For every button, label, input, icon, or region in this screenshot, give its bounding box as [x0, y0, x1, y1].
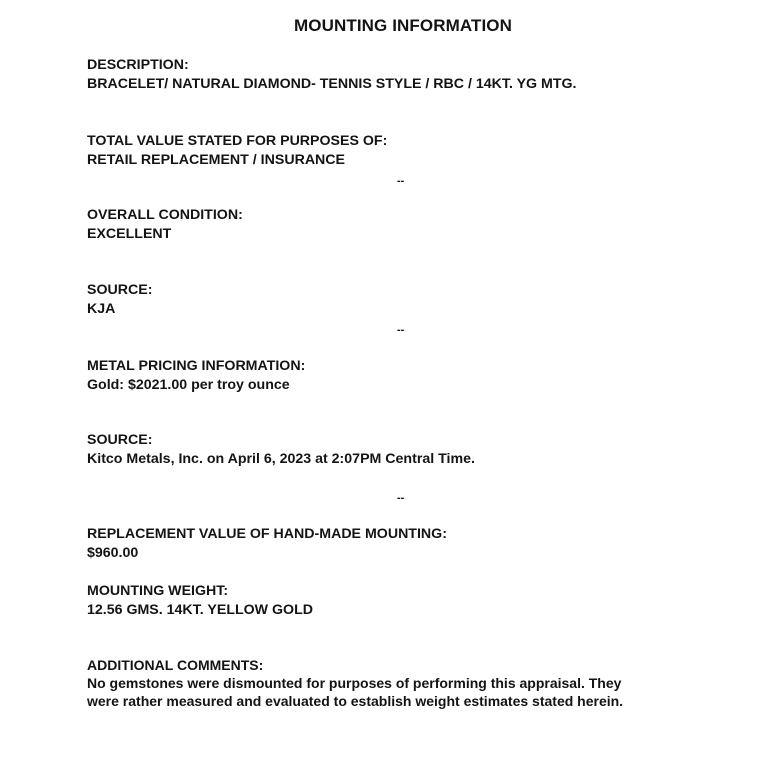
- condition-value: EXCELLENT: [87, 225, 172, 242]
- mounting-weight-section: [87, 582, 313, 619]
- description-heading: DESCRIPTION:: [87, 57, 189, 73]
- replacement-value-value: $960.00: [87, 544, 139, 561]
- total-value-value: RETAIL REPLACEMENT / INSURANCE: [87, 151, 346, 168]
- condition-heading: OVERALL CONDITION:: [87, 207, 243, 223]
- description-section: [87, 56, 577, 93]
- total-value-section: [87, 132, 387, 169]
- replacement-value-section: [87, 525, 447, 562]
- total-value-heading: TOTAL VALUE STATED FOR PURPOSES OF:: [87, 133, 388, 149]
- page-title: MOUNTING INFORMATION: [294, 16, 512, 35]
- separator-dash: --: [397, 324, 405, 336]
- source-value: KJA: [87, 300, 116, 317]
- metal-pricing-section: [87, 357, 305, 394]
- description-value: BRACELET/ NATURAL DIAMOND- TENNIS STYLE / RBC / 14KT. YG MTG.: [87, 75, 577, 92]
- condition-section: [87, 206, 243, 243]
- replacement-value-heading: REPLACEMENT VALUE OF HAND-MADE MOUNTING:: [87, 526, 447, 542]
- separator-dash: --: [397, 175, 405, 187]
- comments-heading: ADDITIONAL COMMENTS:: [87, 657, 264, 673]
- pricing-source-value: Kitco Metals, Inc. on April 6, 2023 at 2:07PM Central Time.: [87, 450, 475, 467]
- comments-line-2: were rather measured and evaluated to establish weight estimates stated herein.: [87, 693, 624, 709]
- separator-dash: --: [397, 492, 405, 504]
- mounting-weight-value: 12.56 GMS. 14KT. YELLOW GOLD: [87, 601, 314, 618]
- source-section: [87, 281, 152, 318]
- comments-section: [87, 656, 623, 710]
- comments-line-1: No gemstones were dismounted for purposes of performing this appraisal. They: [87, 675, 622, 691]
- pricing-source-heading: SOURCE:: [87, 432, 153, 448]
- mounting-weight-heading: MOUNTING WEIGHT:: [87, 583, 229, 599]
- metal-pricing-heading: METAL PRICING INFORMATION:: [87, 358, 306, 374]
- pricing-source-section: [87, 431, 475, 468]
- metal-pricing-value: Gold: $2021.00 per troy ounce: [87, 376, 290, 393]
- source-heading: SOURCE:: [87, 282, 153, 298]
